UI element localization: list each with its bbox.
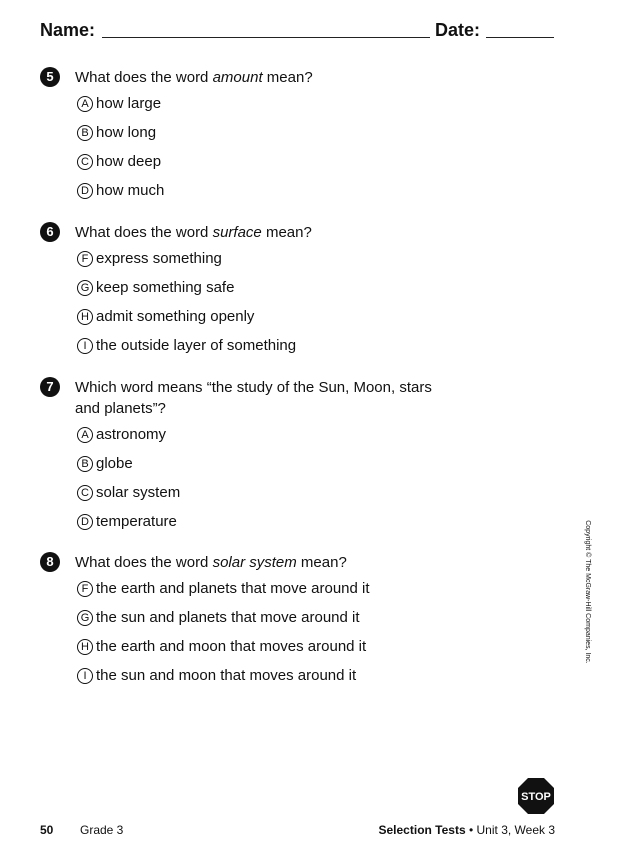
stop-sign-icon [517,777,555,815]
bullet-separator: • [465,823,477,837]
grade-label: Grade 3 [80,823,124,837]
choice-bubble[interactable]: G [77,280,93,296]
page-number: 50 [40,823,54,837]
choice-bubble[interactable]: H [77,309,93,325]
footer-series [379,823,556,837]
answer-choice[interactable] [77,153,500,182]
question-7 [40,377,500,542]
question-text: What does the word surface mean? [75,224,312,241]
question-text: What does the word solar system mean? [75,554,347,571]
answer-choice[interactable] [77,308,500,337]
choice-text: the earth and moon that moves around it [96,638,367,655]
name-label: Name: [40,20,96,40]
question-text: Which word means “the study of the Sun, Moon, stars and planets”? [75,379,432,417]
question-5 [40,67,500,211]
answer-choice[interactable] [77,609,500,638]
series-title: Selection Tests [378,823,466,837]
choice-text: how large [96,95,162,112]
answer-choice[interactable] [77,124,500,153]
question-number: 6 [40,222,60,242]
answer-choice[interactable] [77,426,500,455]
answer-choice[interactable] [77,455,500,484]
question-8 [40,552,500,696]
stop-sign-label: STOP [521,791,551,803]
date-label: Date: [435,20,481,40]
choice-bubble[interactable]: A [77,96,93,112]
question-number: 5 [40,67,60,87]
date-field[interactable] [486,37,554,38]
name-field[interactable] [102,37,430,38]
unit-week: Unit 3, Week 3 [476,823,555,837]
choice-bubble[interactable]: D [77,514,93,530]
choice-text: keep something safe [96,279,235,296]
choice-text: the earth and planets that move around it [96,580,370,597]
choice-text: the outside layer of something [96,337,297,354]
choice-text: globe [96,455,133,472]
choice-bubble[interactable]: B [77,456,93,472]
question-number: 7 [40,377,60,397]
answer-choice[interactable] [77,250,500,279]
copyright-notice: Copyright © The McGraw-Hill Companies, Inc. [584,520,591,664]
answer-choice[interactable] [77,638,500,667]
choice-bubble[interactable]: F [77,251,93,267]
choice-text: the sun and planets that move around it [96,609,360,626]
choice-text: express something [96,250,222,267]
choice-text: how long [96,124,157,141]
answer-choice[interactable] [77,279,500,308]
question-6 [40,222,500,366]
choice-bubble[interactable]: G [77,610,93,626]
choice-bubble[interactable]: H [77,639,93,655]
choice-text: how deep [96,153,162,170]
choice-bubble[interactable]: D [77,183,93,199]
choice-bubble[interactable]: A [77,427,93,443]
choice-text: the sun and moon that moves around it [96,667,357,684]
question-text: What does the word amount mean? [75,69,313,86]
answer-choice[interactable] [77,182,500,211]
answer-choice[interactable] [77,580,500,609]
choice-bubble[interactable]: C [77,154,93,170]
choice-text: solar system [96,484,181,501]
choice-bubble[interactable]: F [77,581,93,597]
answer-choice[interactable] [77,667,500,696]
answer-choice[interactable] [77,513,500,542]
answer-choice[interactable] [77,95,500,124]
choice-text: how much [96,182,165,199]
choice-bubble[interactable]: B [77,125,93,141]
question-number: 8 [40,552,60,572]
choice-bubble[interactable]: I [77,338,93,354]
choice-text: temperature [96,513,177,530]
answer-choice[interactable] [77,484,500,513]
name-date-header [40,20,560,44]
choice-bubble[interactable]: C [77,485,93,501]
choice-text: astronomy [96,426,167,443]
choice-bubble[interactable]: I [77,668,93,684]
choice-text: admit something openly [96,308,255,325]
answer-choice[interactable] [77,337,500,366]
